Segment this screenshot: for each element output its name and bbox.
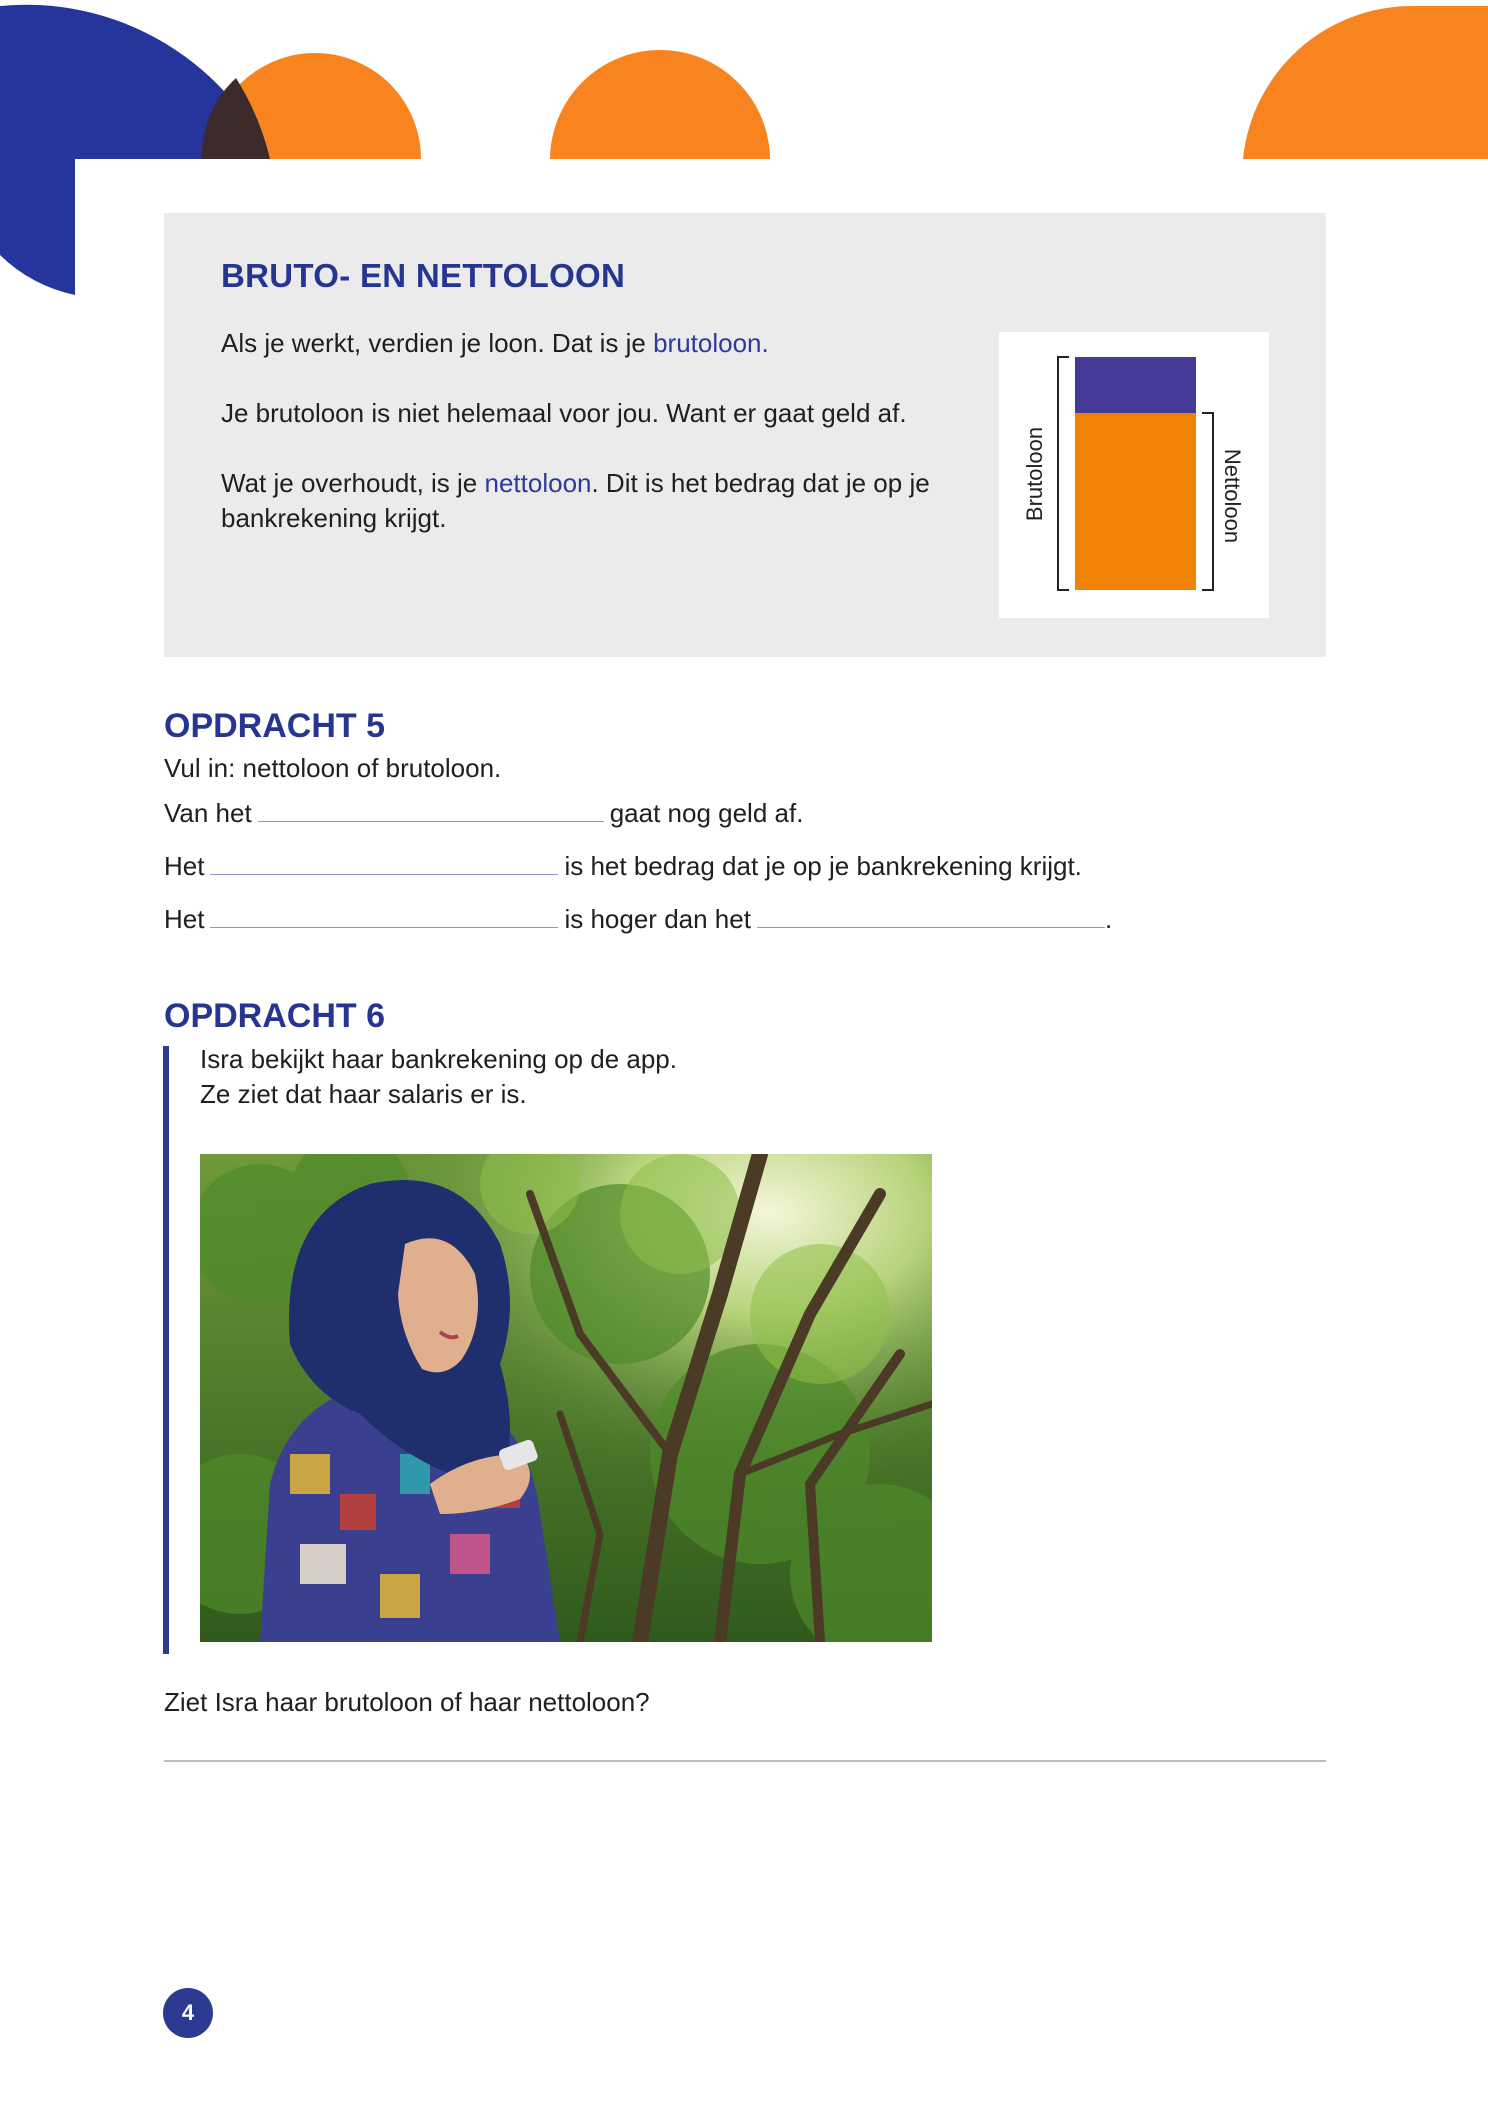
info-text (221, 326, 981, 571)
info-title: BRUTO- EN NETTOLOON (221, 257, 626, 294)
opdracht6-question: Ziet Isra haar brutoloon of haar nettoloon? (164, 1687, 650, 1717)
info-p3-text: Wat je overhoudt, is je (221, 468, 485, 498)
fill-line-1-after: gaat nog geld af. (609, 798, 804, 828)
label-nettoloon: Nettoloon (1220, 448, 1245, 544)
deduction-bar (1075, 357, 1196, 413)
info-paragraph-3 (221, 466, 981, 536)
info-p1-text: Als je werkt, verdien je loon. Dat is je (221, 328, 654, 358)
photo-woman-with-phone (200, 1154, 932, 1642)
netto-bar (1075, 413, 1196, 590)
blank-input-1[interactable] (258, 795, 604, 822)
fill-line-2 (164, 848, 1082, 882)
info-paragraph-1 (221, 326, 981, 361)
fill-line-3-before: Het (164, 904, 205, 934)
label-brutoloon: Brutoloon (1022, 426, 1047, 522)
orange-quarter-shape (1243, 6, 1488, 159)
fill-line-2-before: Het (164, 851, 205, 881)
quote-bar (163, 1046, 169, 1654)
fill-line-2-after: is het bedrag dat je op je bankrekening krijgt. (564, 851, 1082, 881)
bruto-bracket (1058, 357, 1069, 590)
term-nettoloon: nettoloon (484, 468, 592, 498)
info-paragraph-2: Je brutoloon is niet helemaal voor jou. Want er gaat geld af. (221, 398, 907, 428)
fill-line-1-before: Van het (164, 798, 252, 828)
opdracht5-title: OPDRACHT 5 (164, 707, 386, 745)
term-brutoloon: brutoloon. (653, 328, 769, 358)
fill-line-3 (164, 901, 1112, 935)
opdracht6-line-1: Isra bekijkt haar bankrekening op de app. (200, 1044, 677, 1074)
opdracht6-line-2: Ze ziet dat haar salaris er is. (200, 1079, 527, 1109)
fill-line-1 (164, 795, 803, 829)
salary-diagram (999, 332, 1269, 618)
blank-input-2[interactable] (210, 848, 558, 875)
netto-bracket (1202, 413, 1213, 590)
page-number: 4 (163, 1988, 213, 2038)
info-box (164, 213, 1326, 657)
blank-input-4[interactable] (757, 901, 1105, 928)
fill-line-3-after: . (1104, 904, 1113, 934)
info-p3-after: . Dit is het bedrag dat je op je bankrekening krijgt. (221, 468, 930, 533)
answer-line[interactable] (164, 1760, 1326, 1762)
opdracht5-instruction: Vul in: nettoloon of brutoloon. (164, 753, 502, 783)
opdracht6-title: OPDRACHT 6 (164, 997, 386, 1035)
blank-input-3[interactable] (210, 901, 558, 928)
fill-line-3-middle: is hoger dan het (564, 904, 751, 934)
